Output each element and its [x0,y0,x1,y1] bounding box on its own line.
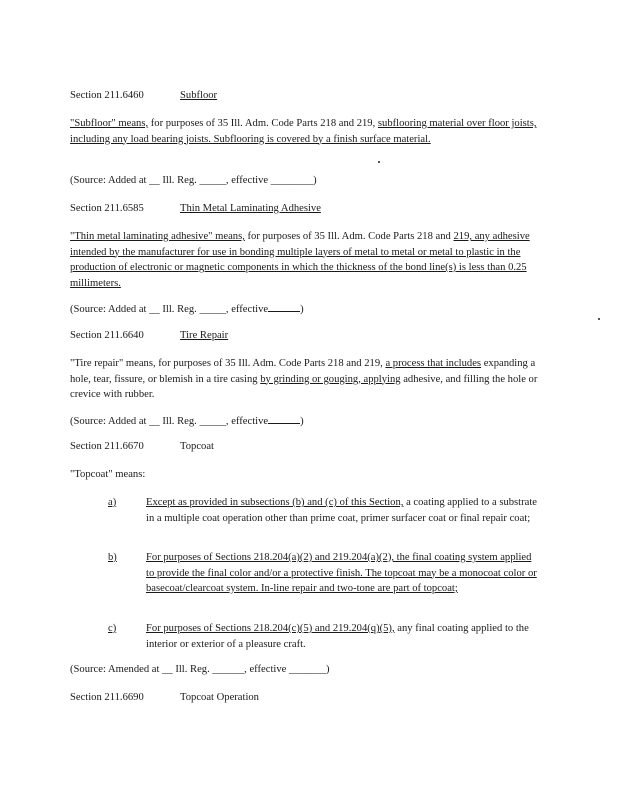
section-number: Section 211.6640 [70,330,144,341]
section-title: Subfloor [180,90,218,101]
definition-text: for purposes of 35 Ill. Adm. Code Parts 218 and [244,231,454,242]
scan-speck [598,318,600,320]
list-item [108,621,540,652]
source-close: ) [300,304,304,315]
definition-text-underlined: 219, any adhesive intended by the manufacturer for use in bonding multiple layers of metal to metal or metal to plastic in the production of electronic or magnetic components in which the thickness of the bond line(s) is less than 0.25 millimeters. [70,231,530,289]
source-note-topcoat: (Source: Amended at __ Ill. Reg. ______, effective _______) [70,664,330,675]
list-text-underlined: Except as provided in subsections (b) and (c) of this Section, [146,497,404,508]
definition-text: "Tire repair" means, for purposes of 35 Ill. Adm. Code Parts 218 and 219, [70,358,386,369]
list-text: any final coating applied to the interior or exterior of a pleasure craft. [146,623,529,650]
section-heading-topcoat [70,439,540,455]
section-heading-thin-metal [70,201,540,217]
list-label: b) [108,552,117,563]
section-heading-topcoat-operation [70,690,540,706]
defined-term: "Thin metal laminating adhesive" means, [70,231,245,242]
source-note-tire-repair [70,412,540,430]
defined-term: "Subfloor" means, [70,118,149,129]
list-text-underlined: For purposes of Sections 218.204(a)(2) and 219.204(a)(2), the final coating system applied to provide the final color and/or a protective finish. The topcoat may be a monocoat color or basecoat/clearcoat system. In-line repair and two-tone are part of topcoat; [146,552,537,594]
source-text: (Source: Added at __ Ill. Reg. _____, effective [70,416,269,427]
source-note-thin-metal [70,300,540,318]
source-close: ) [300,416,304,427]
definition-text-underlined: by grinding or gouging, applying [260,373,401,385]
list-text-underlined: For purposes of Sections 218.204(c)(5) and 219.204(q)(5), [146,623,395,634]
definition-text-underlined: a process that includes [385,358,482,369]
source-text: (Source: Added at __ Ill. Reg. _____, effective [70,304,269,315]
list-item [108,550,540,597]
definition-text-underlined: subflooring material over floor joists, including any load bearing joists. Subflooring is covered by a finish surface material. [70,118,537,145]
definition-text: expanding a hole, tear, fissure, or blemish in a tire casing [70,358,536,385]
section-title: Topcoat Operation [180,692,259,703]
section-title: Thin Metal Laminating Adhesive [180,203,321,214]
list-item [108,495,540,526]
definition-text: for purposes of 35 Ill. Adm. Code Parts 218 and 219, [148,118,378,129]
section-title: Topcoat [180,441,214,452]
definition-text: adhesive, and filling the hole or crevice with rubber. [70,373,538,400]
definition-thin-metal [70,229,540,291]
section-number: Section 211.6690 [70,692,144,703]
definition-intro-topcoat: "Topcoat" means: [70,469,146,480]
section-number: Section 211.6460 [70,90,144,101]
section-number: Section 211.6670 [70,441,144,452]
source-note-subfloor: (Source: Added at __ Ill. Reg. _____, effective ________) [70,175,317,186]
section-heading-subfloor [70,88,540,104]
section-number: Section 211.6585 [70,203,144,214]
scan-speck [378,161,380,163]
section-title: Tire Repair [180,330,229,341]
section-heading-tire-repair [70,328,540,344]
list-text: a coating applied to a substrate in a multiple coat operation other than prime coat, primer surfacer coat or final repair coat; [146,497,537,524]
list-label: a) [108,497,117,508]
definition-tire-repair [70,356,540,403]
definition-subfloor [70,116,540,147]
list-label: c) [108,623,117,634]
